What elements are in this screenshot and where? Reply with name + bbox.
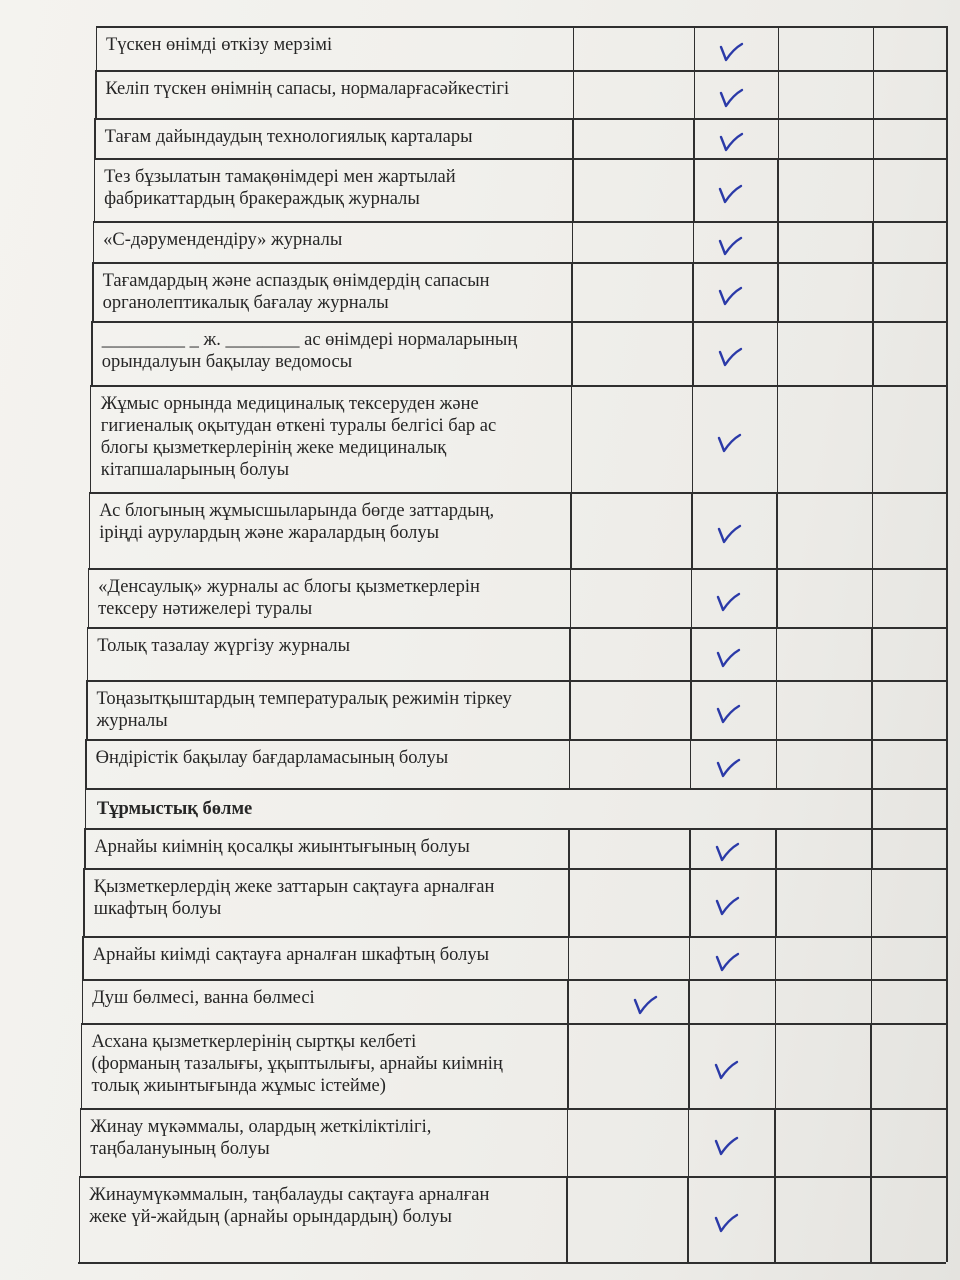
table-row-divider — [95, 70, 946, 72]
table-column-divider — [872, 221, 874, 262]
table-column-divider — [692, 385, 694, 492]
table-column-divider — [873, 70, 875, 118]
table-column-divider — [946, 385, 948, 492]
table-column-divider — [946, 26, 948, 70]
table-column-divider — [946, 828, 948, 868]
requirement-label: Ас блогының жұмысшыларында бөгде заттардың, іріңді аурулардың және жаралардың болуы — [99, 501, 495, 543]
table-column-divider — [573, 26, 575, 70]
requirement-label: «С-дәрумендендіру» журналы — [103, 230, 343, 250]
table-column-divider — [569, 627, 571, 680]
table-row-divider — [88, 568, 946, 570]
table-column-divider — [694, 70, 696, 118]
section-title: Тұрмыстық бөлме — [96, 799, 253, 819]
table-column-divider — [694, 26, 696, 70]
table-column-divider — [693, 118, 695, 158]
table-column-divider — [776, 568, 778, 627]
table-column-divider — [775, 1023, 777, 1108]
table-row — [0, 868, 960, 936]
table-column-divider — [946, 221, 948, 262]
table-column-divider — [688, 1108, 690, 1176]
table-row — [0, 321, 960, 385]
check-mark-icon — [632, 993, 660, 1017]
table-column-divider — [946, 70, 948, 118]
table-column-divider — [776, 680, 778, 739]
table-column-divider — [872, 385, 874, 492]
check-mark-icon — [716, 431, 744, 455]
table-column-divider — [946, 979, 948, 1023]
table-row-divider — [83, 936, 946, 938]
table-column-divider — [690, 680, 692, 739]
table-column-divider — [872, 321, 874, 385]
table-column-divider — [776, 492, 778, 568]
table-row — [0, 1176, 960, 1262]
table-row-divider — [78, 1262, 946, 1264]
check-mark-icon — [715, 756, 743, 780]
table-column-divider — [692, 262, 694, 321]
requirement-label: Түскен өнімді өткізу мерзімі — [106, 35, 333, 55]
table-row-divider — [87, 627, 946, 629]
requirement-label: Жинаумүкәммалын, таңбалауды сақтауға арналған жеке үй-жайдың (арнайы орындардың) болуы — [89, 1185, 490, 1227]
table-column-divider — [566, 1176, 568, 1262]
table-column-divider — [691, 568, 693, 627]
table-column-divider — [572, 221, 574, 262]
table-column-divider — [778, 26, 780, 70]
requirement-label: Тағам дайындаудың технологиялық карталары — [104, 127, 473, 147]
requirement-label: Арнайы киімді сақтауға арналған шкафтың болуы — [92, 945, 490, 965]
table-column-divider — [95, 70, 97, 118]
table-row-divider — [81, 1023, 946, 1025]
table-column-divider — [778, 70, 780, 118]
check-mark-icon — [718, 40, 746, 64]
table-column-divider — [776, 739, 778, 788]
table-column-divider — [79, 1176, 81, 1262]
requirement-label: Өндірістік бақылау бағдарламасының болуы — [95, 748, 449, 768]
table-column-divider — [871, 788, 873, 828]
table-column-divider — [873, 158, 875, 221]
table-column-divider — [572, 118, 574, 158]
check-mark-icon — [717, 345, 745, 369]
table-row-divider — [86, 739, 946, 741]
table-column-divider — [775, 936, 777, 979]
table-column-divider — [946, 739, 948, 788]
table-row — [0, 1023, 960, 1108]
table-column-divider — [688, 1023, 690, 1108]
table-column-divider — [567, 1108, 569, 1176]
table-column-divider — [91, 321, 93, 385]
table-column-divider — [871, 627, 873, 680]
table-column-divider — [871, 868, 873, 936]
check-mark-icon — [713, 1211, 741, 1235]
requirement-label: Қызметкерлердің жеке заттарын сақтауға арналған шкафтың болуы — [93, 877, 495, 919]
requirement-label: Тағамдардың және аспаздық өнімдердің сапасын органолептикалық бағалау журналы — [102, 271, 490, 313]
table-column-divider — [571, 385, 573, 492]
requirement-label: Жұмыс орнында медициналық тексеруден және гигиеналық оқытудан өткені туралы белгісі бар ас блогы қызметкерлерінің жеке медициналық кітапшаларының болуы — [100, 394, 497, 480]
table-column-divider — [80, 1108, 82, 1176]
table-row — [0, 828, 960, 868]
table-column-divider — [567, 1023, 569, 1108]
table-row — [0, 262, 960, 321]
table-column-divider — [946, 1023, 948, 1108]
table-column-divider — [946, 680, 948, 739]
table-column-divider — [571, 321, 573, 385]
table-column-divider — [90, 385, 92, 492]
table-row-divider — [94, 158, 946, 160]
table-column-divider — [569, 739, 571, 788]
table-column-divider — [872, 492, 874, 568]
table-column-divider — [946, 158, 948, 221]
table-row — [0, 936, 960, 979]
table-column-divider — [87, 627, 89, 680]
table-row-divider — [84, 828, 946, 830]
requirement-label: Толық тазалау жүргізу журналы — [97, 636, 351, 656]
table-column-divider — [777, 262, 779, 321]
table-column-divider — [870, 1176, 872, 1262]
table-row — [0, 627, 960, 680]
table-column-divider — [689, 828, 691, 868]
table-row-divider — [93, 221, 946, 223]
table-column-divider — [871, 936, 873, 979]
table-column-divider — [93, 221, 95, 262]
table-column-divider — [873, 26, 875, 70]
table-column-divider — [775, 979, 777, 1023]
table-column-divider — [89, 492, 91, 568]
check-mark-icon — [714, 950, 742, 974]
table-column-divider — [871, 979, 873, 1023]
table-column-divider — [85, 788, 87, 828]
table-column-divider — [96, 26, 98, 70]
table-column-divider — [778, 118, 780, 158]
table-column-divider — [873, 118, 875, 158]
table-column-divider — [94, 118, 96, 158]
table-column-divider — [689, 936, 691, 979]
table-column-divider — [774, 1108, 776, 1176]
table-column-divider — [872, 262, 874, 321]
table-column-divider — [571, 262, 573, 321]
table-row — [0, 979, 960, 1023]
table-column-divider — [692, 321, 694, 385]
check-mark-icon — [715, 702, 743, 726]
table-row-divider — [91, 385, 946, 387]
table-column-divider — [777, 385, 779, 492]
requirement-label: Тоңазытқыштардың температуралық режимін тіркеу журналы — [96, 689, 512, 731]
table-column-divider — [569, 680, 571, 739]
check-mark-icon — [718, 86, 746, 110]
table-column-divider — [946, 568, 948, 627]
table-row-divider — [93, 262, 946, 264]
table-column-divider — [871, 828, 873, 868]
table-column-divider — [870, 1108, 872, 1176]
requirement-label: «Денсаулық» журналы ас блогы қызметкерлерін тексеру нәтижелері туралы — [98, 577, 480, 619]
table-row — [0, 158, 960, 221]
table-row-divider — [85, 788, 946, 790]
table-row — [0, 221, 960, 262]
table-column-divider — [94, 158, 96, 221]
table-row — [0, 492, 960, 568]
check-mark-icon — [718, 130, 746, 154]
table-column-divider — [82, 979, 84, 1023]
table-column-divider — [88, 568, 90, 627]
check-mark-icon — [714, 894, 742, 918]
table-column-divider — [777, 221, 779, 262]
table-column-divider — [946, 492, 948, 568]
table-column-divider — [568, 868, 570, 936]
table-column-divider — [871, 739, 873, 788]
table-column-divider — [690, 739, 692, 788]
check-mark-icon — [717, 284, 745, 308]
table-column-divider — [946, 788, 948, 828]
table-column-divider — [687, 1176, 689, 1262]
table-row-divider — [79, 1176, 946, 1178]
requirement-label: Арнайы киімнің қосалқы жиынтығының болуы — [94, 837, 470, 857]
table-column-divider — [777, 158, 779, 221]
table-column-divider — [568, 936, 570, 979]
requirement-label: _________ _ ж. ________ ас өнімдері нормаларының орындалуын бақылау ведомосы — [101, 330, 518, 372]
table-column-divider — [691, 492, 693, 568]
table-column-divider — [92, 262, 94, 321]
table-column-divider — [693, 158, 695, 221]
table-row-divider — [95, 118, 946, 120]
check-mark-icon — [715, 646, 743, 670]
requirement-label: Душ бөлмесі, ванна бөлмесі — [92, 988, 315, 1008]
check-mark-icon — [714, 840, 742, 864]
table-column-divider — [946, 627, 948, 680]
check-mark-icon — [713, 1058, 741, 1082]
table-column-divider — [946, 868, 948, 936]
table-row-divider — [86, 680, 946, 682]
check-mark-icon — [717, 234, 745, 258]
table-column-divider — [946, 1176, 948, 1262]
table-column-divider — [870, 1023, 872, 1108]
table-row-divider — [84, 868, 946, 870]
table-column-divider — [946, 321, 948, 385]
table-column-divider — [775, 868, 777, 936]
table-column-divider — [81, 1023, 83, 1108]
table-column-divider — [946, 1108, 948, 1176]
table-column-divider — [689, 868, 691, 936]
table-column-divider — [572, 158, 574, 221]
table-column-divider — [85, 739, 87, 788]
requirement-label: Асхана қызметкерлерінің сыртқы келбеті (форманың тазалығы, ұқыптылығы, арнайы киімнің толық жиынтығында жұмыс істейме) — [91, 1032, 503, 1096]
table-column-divider — [946, 936, 948, 979]
table-column-divider — [86, 680, 88, 739]
table-column-divider — [690, 627, 692, 680]
requirement-label: Тез бұзылатын тамақөнімдері мен жартылай фабрикаттардың бракераждық журналы — [104, 167, 456, 209]
table-row — [0, 739, 960, 788]
check-mark-icon — [717, 182, 745, 206]
table-row-divider — [92, 321, 946, 323]
table-column-divider — [688, 979, 690, 1023]
table-column-divider — [775, 828, 777, 868]
table-row — [0, 1108, 960, 1176]
table-row-divider — [82, 979, 946, 981]
table-column-divider — [777, 321, 779, 385]
table-row — [0, 385, 960, 492]
table-row-divider — [80, 1108, 946, 1110]
table-column-divider — [946, 118, 948, 158]
table-column-divider — [693, 221, 695, 262]
table-column-divider — [872, 568, 874, 627]
table-row — [0, 680, 960, 739]
check-mark-icon — [713, 1134, 741, 1158]
table-column-divider — [84, 828, 86, 868]
table-row — [0, 26, 960, 70]
requirement-label: Келіп түскен өнімнің сапасы, нормаларғасәйкестігі — [105, 79, 510, 99]
table-row — [0, 568, 960, 627]
table-row — [0, 118, 960, 158]
table-column-divider — [871, 680, 873, 739]
table-column-divider — [568, 828, 570, 868]
check-mark-icon — [715, 590, 743, 614]
table-column-divider — [83, 868, 85, 936]
table-column-divider — [774, 1176, 776, 1262]
table-column-divider — [567, 979, 569, 1023]
table-row-divider — [96, 26, 946, 28]
check-mark-icon — [716, 522, 744, 546]
table-column-divider — [573, 70, 575, 118]
table-row-divider — [89, 492, 946, 494]
table-column-divider — [570, 492, 572, 568]
table-column-divider — [570, 568, 572, 627]
table-column-divider — [946, 262, 948, 321]
table-column-divider — [776, 627, 778, 680]
requirement-label: Жинау мүкәммалы, олардың жеткіліктілігі, таңбалануының болуы — [90, 1117, 432, 1159]
table-row — [0, 70, 960, 118]
table-column-divider — [82, 936, 84, 979]
